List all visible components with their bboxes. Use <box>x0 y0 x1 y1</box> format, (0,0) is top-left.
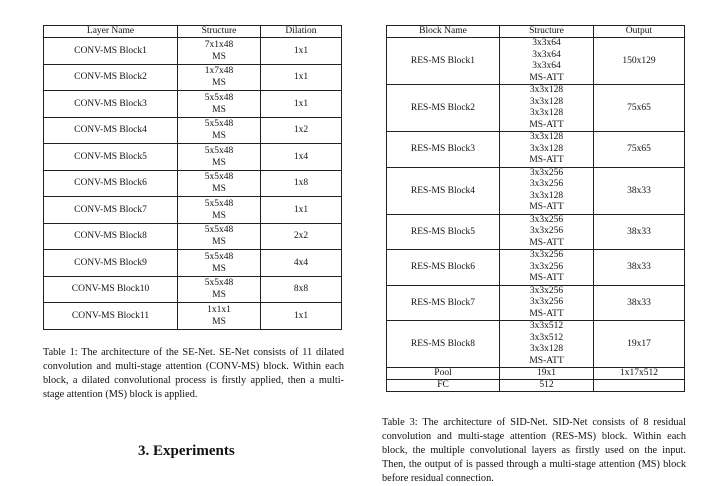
dilation-cell: 1x2 <box>261 117 342 144</box>
structure-cell <box>500 285 594 321</box>
structure-cell <box>178 117 261 144</box>
structure-line: 3x3x256 <box>529 179 564 189</box>
table-header-row <box>44 26 342 38</box>
structure-line: MS <box>212 237 226 248</box>
structure-line: 3x3x256 <box>529 261 564 272</box>
table-row <box>44 276 342 303</box>
layer-name-cell: CONV-MS Block4 <box>44 117 178 144</box>
dilation-cell: 2x2 <box>261 223 342 250</box>
table-row <box>387 38 685 85</box>
dilation-cell: 1x1 <box>261 64 342 91</box>
structure-cell <box>178 223 261 250</box>
structure-line: 3x3x128 <box>529 108 564 118</box>
layer-name-cell: CONV-MS Block9 <box>44 250 178 277</box>
column-header: Dilation <box>261 26 342 38</box>
structure-line: 3x3x128 <box>529 85 564 95</box>
layer-name-cell: CONV-MS Block8 <box>44 223 178 250</box>
structure-cell <box>178 91 261 118</box>
block-name-cell: Pool <box>387 368 500 380</box>
structure-line: MS-ATT <box>529 155 564 165</box>
table3-caption: Table 3: The architecture of SID-Net. SID-Net consists of 8 residual convolution and multi-stage attention (RES-MS) block. Within each block, the multiple convolutional layers as firstly used on the input. Then, the output of is passed through a multi-stage attention (MS) block before residual connection. <box>382 417 686 484</box>
structure-line: 5x5x48 <box>204 145 234 156</box>
structure-line: MS <box>212 157 226 168</box>
layer-name-cell: CONV-MS Block1 <box>44 38 178 65</box>
structure-line: 3x3x512 <box>529 332 564 343</box>
table-header-row <box>387 26 685 38</box>
column-header: Output <box>594 26 685 38</box>
structure-line: 3x3x256 <box>529 226 564 236</box>
structure-cell <box>500 321 594 368</box>
structure-cell <box>500 38 594 85</box>
structure-line: MS-ATT <box>529 273 564 283</box>
table-row <box>387 380 685 392</box>
block-name-cell: FC <box>387 380 500 392</box>
table-se-net <box>43 25 342 330</box>
table-row <box>44 223 342 250</box>
structure-cell <box>500 167 594 214</box>
table-row <box>44 250 342 277</box>
table-row <box>387 167 685 214</box>
layer-name-cell: CONV-MS Block2 <box>44 64 178 91</box>
table-row <box>44 91 342 118</box>
dilation-cell: 1x1 <box>261 91 342 118</box>
structure-line: 5x5x48 <box>204 119 234 130</box>
structure-line: 5x5x48 <box>204 278 234 289</box>
structure-cell <box>178 303 261 330</box>
structure-line: MS-ATT <box>529 119 564 130</box>
dilation-cell: 1x8 <box>261 170 342 197</box>
table-row <box>44 117 342 144</box>
structure-line: MS-ATT <box>529 237 564 248</box>
structure-line: 3x3x64 <box>532 38 561 48</box>
table-row <box>44 144 342 171</box>
structure-line: MS-ATT <box>529 202 564 212</box>
structure-line: MS-ATT <box>529 355 564 366</box>
block-name-cell: RES-MS Block8 <box>387 321 500 368</box>
block-name-cell: RES-MS Block2 <box>387 85 500 132</box>
structure-cell: 512 <box>500 380 594 392</box>
structure-line: MS-ATT <box>529 308 564 319</box>
column-header: Structure <box>178 26 261 38</box>
table-row <box>44 64 342 91</box>
output-cell: 38x33 <box>594 167 685 214</box>
block-name-cell: RES-MS Block3 <box>387 132 500 168</box>
block-name-cell: RES-MS Block7 <box>387 285 500 321</box>
structure-line: 3x3x128 <box>529 143 564 154</box>
layer-name-cell: CONV-MS Block7 <box>44 197 178 224</box>
output-cell: 75x65 <box>594 85 685 132</box>
table-sid-net <box>386 25 685 392</box>
structure-line: 3x3x256 <box>529 250 564 260</box>
output-cell: 19x17 <box>594 321 685 368</box>
structure-line: MS <box>212 78 226 89</box>
structure-cell <box>178 197 261 224</box>
output-cell: 1x17x512 <box>594 368 685 380</box>
layer-name-cell: CONV-MS Block3 <box>44 91 178 118</box>
structure-line: 3x3x128 <box>529 132 564 142</box>
dilation-cell: 4x4 <box>261 250 342 277</box>
block-name-cell: RES-MS Block6 <box>387 250 500 286</box>
structure-line: 3x3x128 <box>529 190 564 201</box>
structure-line: 3x3x256 <box>529 297 564 307</box>
dilation-cell: 8x8 <box>261 276 342 303</box>
structure-line: MS <box>212 263 226 274</box>
column-header: Block Name <box>387 26 500 38</box>
block-name-cell: RES-MS Block4 <box>387 167 500 214</box>
table-row <box>387 85 685 132</box>
structure-cell <box>178 64 261 91</box>
table-row <box>387 250 685 286</box>
table1-caption: Table 1: The architecture of the SE-Net. SE-Net consists of 11 dilated convolution and multi-stage attention (CONV-MS) block. Within each block, a dilated convolutional process is firstly applied, then a multi-stage attention (MS) block is applied. <box>43 347 344 400</box>
structure-line: 7x1x48 <box>204 39 234 50</box>
table-row <box>44 303 342 330</box>
dilation-cell: 1x4 <box>261 144 342 171</box>
structure-line: MS-ATT <box>529 72 564 83</box>
structure-cell <box>500 132 594 168</box>
structure-line: MS <box>212 51 226 62</box>
structure-line: 1x7x48 <box>204 66 234 77</box>
structure-line: 3x3x256 <box>529 214 564 225</box>
output-cell <box>594 380 685 392</box>
table-row <box>44 170 342 197</box>
structure-cell <box>178 144 261 171</box>
structure-line: MS <box>212 316 226 327</box>
structure-cell <box>178 276 261 303</box>
structure-line: 5x5x48 <box>204 225 234 236</box>
structure-line: 3x3x64 <box>532 61 561 71</box>
output-cell: 75x65 <box>594 132 685 168</box>
structure-line: 3x3x64 <box>532 49 561 60</box>
structure-cell <box>500 214 594 250</box>
block-name-cell: RES-MS Block5 <box>387 214 500 250</box>
structure-line: 3x3x512 <box>529 321 564 331</box>
structure-cell <box>178 170 261 197</box>
structure-line: MS <box>212 131 226 142</box>
dilation-cell: 1x1 <box>261 197 342 224</box>
structure-line: 5x5x48 <box>204 92 234 103</box>
structure-line: 3x3x128 <box>529 344 564 354</box>
structure-line: MS <box>212 210 226 221</box>
output-cell: 150x129 <box>594 38 685 85</box>
block-name-cell: RES-MS Block1 <box>387 38 500 85</box>
table-row <box>44 197 342 224</box>
structure-cell <box>178 38 261 65</box>
table-row <box>387 368 685 380</box>
table-row <box>387 321 685 368</box>
output-cell: 38x33 <box>594 214 685 250</box>
structure-line: 3x3x256 <box>529 167 564 178</box>
layer-name-cell: CONV-MS Block6 <box>44 170 178 197</box>
table-row <box>44 38 342 65</box>
column-header: Structure <box>500 26 594 38</box>
structure-line: MS <box>212 104 226 115</box>
structure-cell <box>500 85 594 132</box>
output-cell: 38x33 <box>594 250 685 286</box>
layer-name-cell: CONV-MS Block5 <box>44 144 178 171</box>
structure-line: 1x1x1 <box>207 304 231 315</box>
table-row <box>387 285 685 321</box>
dilation-cell: 1x1 <box>261 303 342 330</box>
structure-line: MS <box>212 184 226 195</box>
table-row <box>387 132 685 168</box>
structure-line: 3x3x128 <box>529 96 564 107</box>
layer-name-cell: CONV-MS Block11 <box>44 303 178 330</box>
structure-cell <box>500 250 594 286</box>
structure-cell <box>178 250 261 277</box>
layer-name-cell: CONV-MS Block10 <box>44 276 178 303</box>
structure-line: MS <box>212 290 226 301</box>
structure-line: 5x5x48 <box>204 172 234 183</box>
structure-cell: 19x1 <box>500 368 594 380</box>
output-cell: 38x33 <box>594 285 685 321</box>
structure-line: 5x5x48 <box>204 198 234 209</box>
section-heading: 3. Experiments <box>138 443 235 459</box>
dilation-cell: 1x1 <box>261 38 342 65</box>
structure-line: 5x5x48 <box>204 251 234 262</box>
structure-line: 3x3x256 <box>529 285 564 296</box>
column-header: Layer Name <box>44 26 178 38</box>
table-row <box>387 214 685 250</box>
